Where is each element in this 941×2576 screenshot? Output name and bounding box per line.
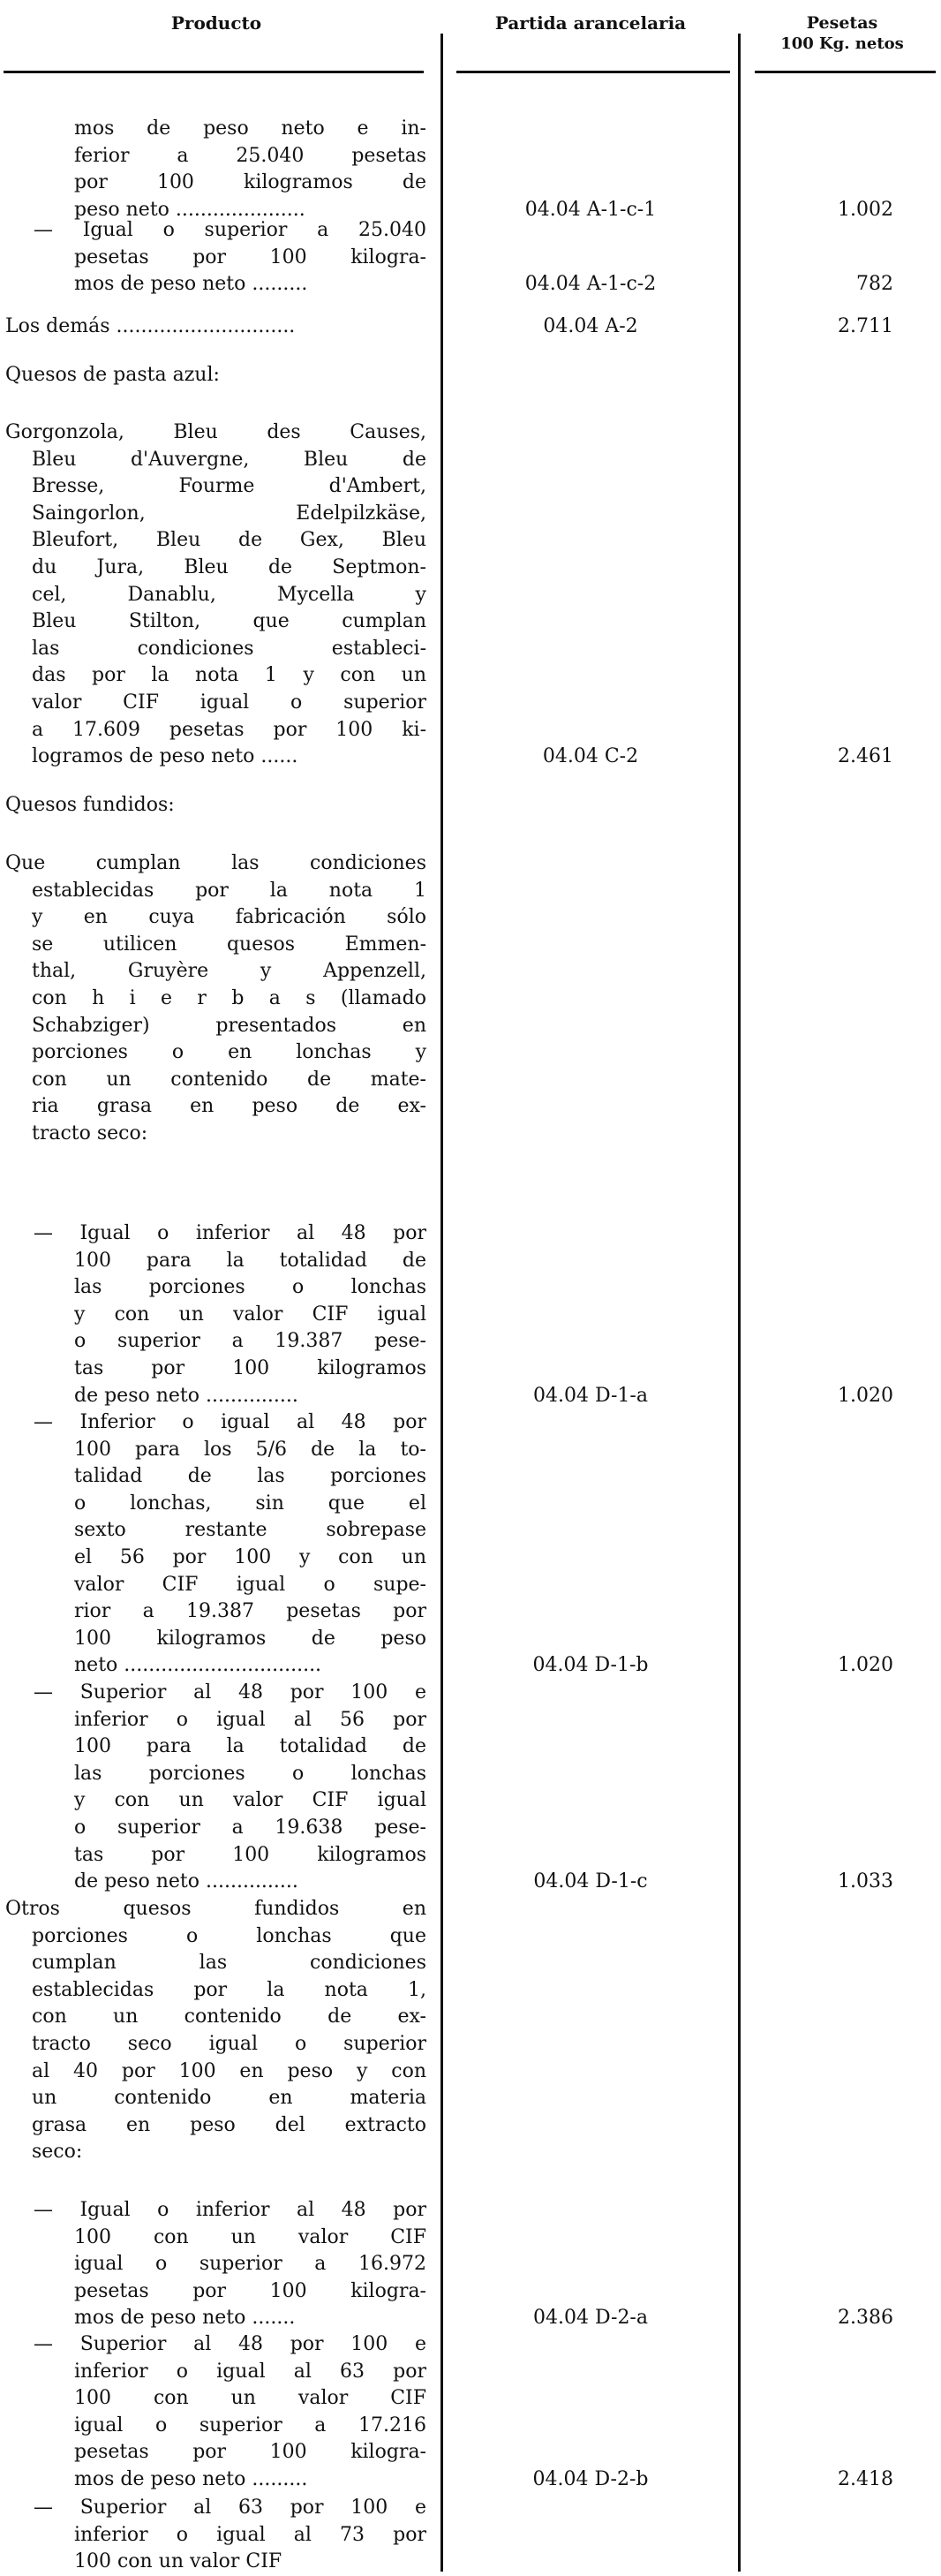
description-line: tracto seco: bbox=[32, 1122, 148, 1144]
description-line: establecidas por la nota 1, bbox=[32, 1978, 426, 2001]
description-line: — Igual o inferior al 48 por bbox=[34, 1222, 426, 1244]
description-line: ferior a 25.040 pesetas bbox=[74, 144, 426, 167]
product-description bbox=[5, 1409, 426, 1680]
product-description bbox=[5, 217, 426, 298]
column-divider-2 bbox=[738, 34, 741, 2572]
header-rule-partida bbox=[456, 71, 730, 73]
header-rule-pesetas bbox=[755, 71, 936, 73]
description-line: inferior o igual al 63 por bbox=[74, 2360, 426, 2383]
description-line: y con un valor CIF igual bbox=[74, 1789, 426, 1812]
description-line: igual o superior a 16.972 bbox=[74, 2253, 426, 2276]
description-line: — Superior al 48 por 100 e bbox=[34, 2333, 426, 2355]
tariff-code: 04.04 D-1-a bbox=[532, 1384, 648, 1407]
description-line: cumplan las condiciones bbox=[32, 1952, 426, 1975]
description-line: igual o superior a 17.216 bbox=[74, 2414, 426, 2436]
description-line: Los demás ............................. bbox=[5, 315, 296, 337]
description-line: Quesos fundidos: bbox=[5, 794, 175, 816]
description-line: tracto seco igual o superior bbox=[32, 2032, 426, 2055]
description-line: mos de peso neto ......... bbox=[74, 2467, 308, 2490]
description-line: Quesos de pasta azul: bbox=[5, 364, 220, 386]
product-description bbox=[5, 116, 426, 223]
description-line: rior a 19.387 pesetas por bbox=[74, 1600, 426, 1623]
tariff-code: 04.04 A-1-c-2 bbox=[524, 273, 657, 296]
description-line: con h i e r b a s (llamado bbox=[32, 986, 426, 1009]
description-line: pesetas por 100 kilogra- bbox=[74, 246, 426, 268]
description-line: inferior o igual al 56 por bbox=[74, 1708, 426, 1731]
description-line: pesetas por 100 kilogra- bbox=[74, 2441, 426, 2464]
description-line: porciones o en lonchas y bbox=[32, 1041, 426, 1064]
pesetas-value: 1.033 bbox=[838, 1870, 893, 1893]
description-line: Otros quesos fundidos en bbox=[5, 1898, 426, 1920]
header-pesetas-line1: Pesetas bbox=[806, 13, 878, 33]
pesetas-value: 2.461 bbox=[838, 745, 893, 768]
description-line: y con un valor CIF igual bbox=[74, 1303, 426, 1326]
description-line: mos de peso neto ....... bbox=[74, 2307, 296, 2330]
description-line: Bresse, Fourme d'Ambert, bbox=[32, 475, 426, 498]
description-line: seco: bbox=[32, 2141, 83, 2164]
description-line: al 40 por 100 en peso y con bbox=[32, 2059, 426, 2082]
product-description bbox=[5, 362, 426, 389]
header-pesetas bbox=[743, 12, 941, 55]
product-description bbox=[5, 1220, 426, 1409]
description-line: 100 kilogramos de peso bbox=[74, 1627, 426, 1650]
description-line: das por la nota 1 y con un bbox=[32, 664, 426, 687]
description-line: neto ................................ bbox=[74, 1654, 322, 1677]
description-line: 100 con un valor CIF bbox=[74, 2225, 426, 2248]
description-line: — Superior al 48 por 100 e bbox=[34, 1681, 426, 1703]
description-line: — Inferior o igual al 48 por bbox=[34, 1411, 426, 1433]
header-rule-producto bbox=[4, 71, 424, 73]
header-partida: Partida arancelaria bbox=[494, 12, 687, 34]
header-pesetas-line2: 100 Kg. netos bbox=[780, 34, 904, 53]
tariff-code: 04.04 A-2 bbox=[543, 315, 638, 337]
description-line: y en cuya fabricación sólo bbox=[32, 906, 426, 929]
tariff-code: 04.04 C-2 bbox=[542, 745, 639, 768]
description-line: talidad de las porciones bbox=[74, 1465, 426, 1488]
description-line: un contenido en materia bbox=[32, 2087, 426, 2110]
description-line: las condiciones estableci- bbox=[32, 637, 426, 660]
description-line: con un contenido de mate- bbox=[32, 1068, 426, 1091]
header-producto: Producto bbox=[170, 12, 262, 34]
product-description bbox=[5, 792, 426, 820]
product-description bbox=[5, 2197, 426, 2332]
description-line: pesetas por 100 kilogra- bbox=[74, 2279, 426, 2302]
tariff-code: 04.04 D-2-b bbox=[532, 2468, 649, 2490]
description-line: Bleu d'Auvergne, Bleu de bbox=[32, 448, 426, 471]
pesetas-value: 1.020 bbox=[838, 1654, 893, 1677]
description-line: — Igual o superior a 25.040 bbox=[34, 219, 426, 241]
description-line: 100 con un valor CIF bbox=[74, 2550, 282, 2573]
description-line: las porciones o lonchas bbox=[74, 1276, 426, 1299]
pesetas-value: 1.020 bbox=[838, 1384, 893, 1407]
product-description bbox=[5, 850, 426, 1148]
product-description bbox=[5, 2495, 426, 2576]
description-line: Que cumplan las condiciones bbox=[5, 852, 426, 874]
description-line: 100 para la totalidad de bbox=[74, 1249, 426, 1272]
description-line: Saingorlon, Edelpilzkäse, bbox=[32, 502, 426, 525]
description-line: porciones o lonchas que bbox=[32, 1924, 426, 1947]
description-line: thal, Gruyère y Appenzell, bbox=[32, 960, 426, 983]
description-line: a 17.609 pesetas por 100 ki- bbox=[32, 718, 426, 741]
description-line: con un contenido de ex- bbox=[32, 2006, 426, 2028]
product-description bbox=[5, 419, 426, 771]
description-line: Bleufort, Bleu de Gex, Bleu bbox=[32, 529, 426, 552]
description-line: inferior o igual al 73 por bbox=[74, 2523, 426, 2546]
description-line: — Igual o inferior al 48 por bbox=[34, 2199, 426, 2221]
description-line: establecidas por la nota 1 bbox=[32, 879, 426, 902]
description-line: o superior a 19.638 pese- bbox=[74, 1816, 426, 1839]
description-line: las porciones o lonchas bbox=[74, 1762, 426, 1785]
description-line: 100 para los 5/6 de la to- bbox=[74, 1438, 426, 1461]
description-line: ria grasa en peso de ex- bbox=[32, 1095, 426, 1118]
description-line: se utilicen quesos Emmen- bbox=[32, 933, 426, 956]
pesetas-value: 1.002 bbox=[838, 198, 893, 221]
description-line: valor CIF igual o supe- bbox=[74, 1573, 426, 1596]
product-description bbox=[5, 2331, 426, 2494]
description-line: o superior a 19.387 pese- bbox=[74, 1330, 426, 1353]
pesetas-value: 2.711 bbox=[838, 315, 893, 337]
tariff-code: 04.04 D-2-a bbox=[532, 2307, 648, 2330]
tariff-code: 04.04 A-1-c-1 bbox=[524, 198, 657, 221]
description-line: o lonchas, sin que el bbox=[74, 1492, 426, 1515]
product-description bbox=[5, 1896, 426, 2166]
description-line: sexto restante sobrepase bbox=[74, 1519, 426, 1542]
description-line: Gorgonzola, Bleu des Causes, bbox=[5, 421, 426, 443]
description-line: de peso neto ............... bbox=[74, 1384, 298, 1407]
description-line: el 56 por 100 y con un bbox=[74, 1545, 426, 1568]
pesetas-value: 2.386 bbox=[838, 2307, 893, 2330]
description-line: tas por 100 kilogramos bbox=[74, 1843, 426, 1866]
description-line: du Jura, Bleu de Septmon- bbox=[32, 555, 426, 578]
description-line: logramos de peso neto ...... bbox=[32, 745, 298, 768]
description-line: grasa en peso del extracto bbox=[32, 2113, 426, 2136]
pesetas-value: 2.418 bbox=[838, 2468, 893, 2490]
description-line: Schabziger) presentados en bbox=[32, 1014, 426, 1037]
description-line: de peso neto ............... bbox=[74, 1870, 298, 1893]
description-line: valor CIF igual o superior bbox=[32, 691, 426, 714]
tariff-code: 04.04 D-1-c bbox=[533, 1870, 648, 1893]
description-line: mos de peso neto ......... bbox=[74, 273, 308, 296]
description-line: peso neto ..................... bbox=[74, 198, 305, 221]
description-line: 100 para la totalidad de bbox=[74, 1735, 426, 1758]
description-line: por 100 kilogramos de bbox=[74, 171, 426, 194]
column-divider-1 bbox=[440, 34, 443, 2572]
description-line: tas por 100 kilogramos bbox=[74, 1356, 426, 1379]
description-line: cel, Danablu, Mycella y bbox=[32, 583, 426, 606]
tariff-code: 04.04 D-1-b bbox=[532, 1654, 649, 1677]
description-line: Bleu Stilton, que cumplan bbox=[32, 610, 426, 633]
description-line: mos de peso neto e in- bbox=[74, 117, 426, 140]
pesetas-value: 782 bbox=[856, 273, 893, 296]
product-description bbox=[5, 314, 426, 341]
product-description bbox=[5, 1680, 426, 1896]
description-line: 100 con un valor CIF bbox=[74, 2387, 426, 2410]
description-line: — Superior al 63 por 100 e bbox=[34, 2497, 426, 2519]
